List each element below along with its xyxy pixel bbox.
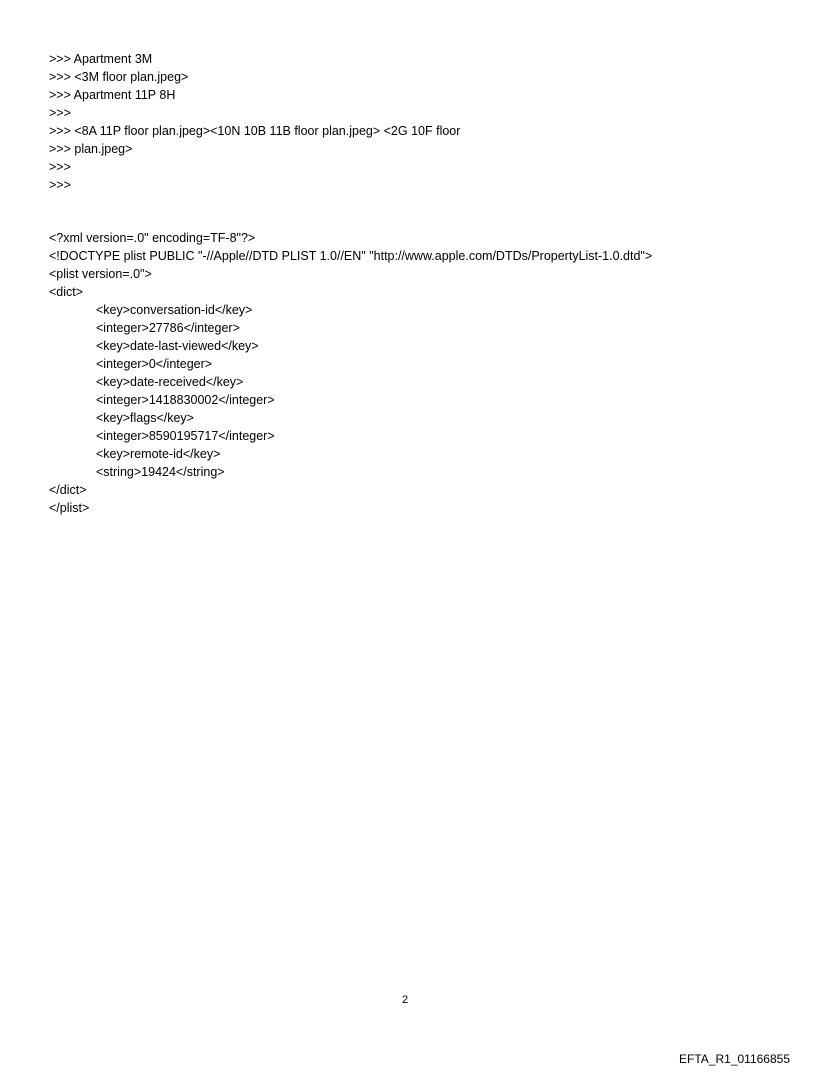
bates-number: EFTA_R1_01166855 <box>679 1052 790 1066</box>
plist-entry: <key>date-last-viewed</key> <box>96 339 259 353</box>
page-number: 2 <box>402 994 409 1006</box>
quoted-line: >>> plan.jpeg> <box>49 142 133 156</box>
plist-entry: <key>flags</key> <box>96 411 194 425</box>
xml-doctype: <!DOCTYPE plist PUBLIC "-//Apple//DTD PLIST 1.0//EN" "http://www.apple.com/DTDs/PropertyList-1.0.dtd"> <box>49 249 653 263</box>
dict-close-tag: </dict> <box>49 483 87 497</box>
quoted-line: >>> <box>49 178 71 192</box>
dict-open-tag: <dict> <box>49 285 84 299</box>
quoted-line: >>> <3M floor plan.jpeg> <box>49 70 189 84</box>
plist-entry: <key>conversation-id</key> <box>96 303 253 317</box>
plist-entry: <integer>1418830002</integer> <box>96 393 275 407</box>
xml-declaration: <?xml version=.0" encoding=TF-8"?> <box>49 231 256 245</box>
quoted-line: >>> Apartment 3M <box>49 52 153 66</box>
quoted-email-text <box>49 50 460 194</box>
plist-entry: <key>date-received</key> <box>96 375 244 389</box>
plist-close-tag: </plist> <box>49 501 90 515</box>
plist-entry: <string>19424</string> <box>96 465 225 479</box>
plist-entry: <key>remote-id</key> <box>96 447 221 461</box>
plist-entry: <integer>8590195717</integer> <box>96 429 275 443</box>
quoted-line: >>> <box>49 160 71 174</box>
quoted-line: >>> Apartment 11P 8H <box>49 88 176 102</box>
quoted-line: >>> <8A 11P floor plan.jpeg><10N 10B 11B floor plan.jpeg> <2G 10F floor <box>49 124 461 138</box>
quoted-line: >>> <box>49 106 71 120</box>
plist-entry: <integer>27786</integer> <box>96 321 240 335</box>
plist-entry: <integer>0</integer> <box>96 357 213 371</box>
plist-xml-block <box>49 229 652 517</box>
plist-open-tag: <plist version=.0"> <box>49 267 152 281</box>
